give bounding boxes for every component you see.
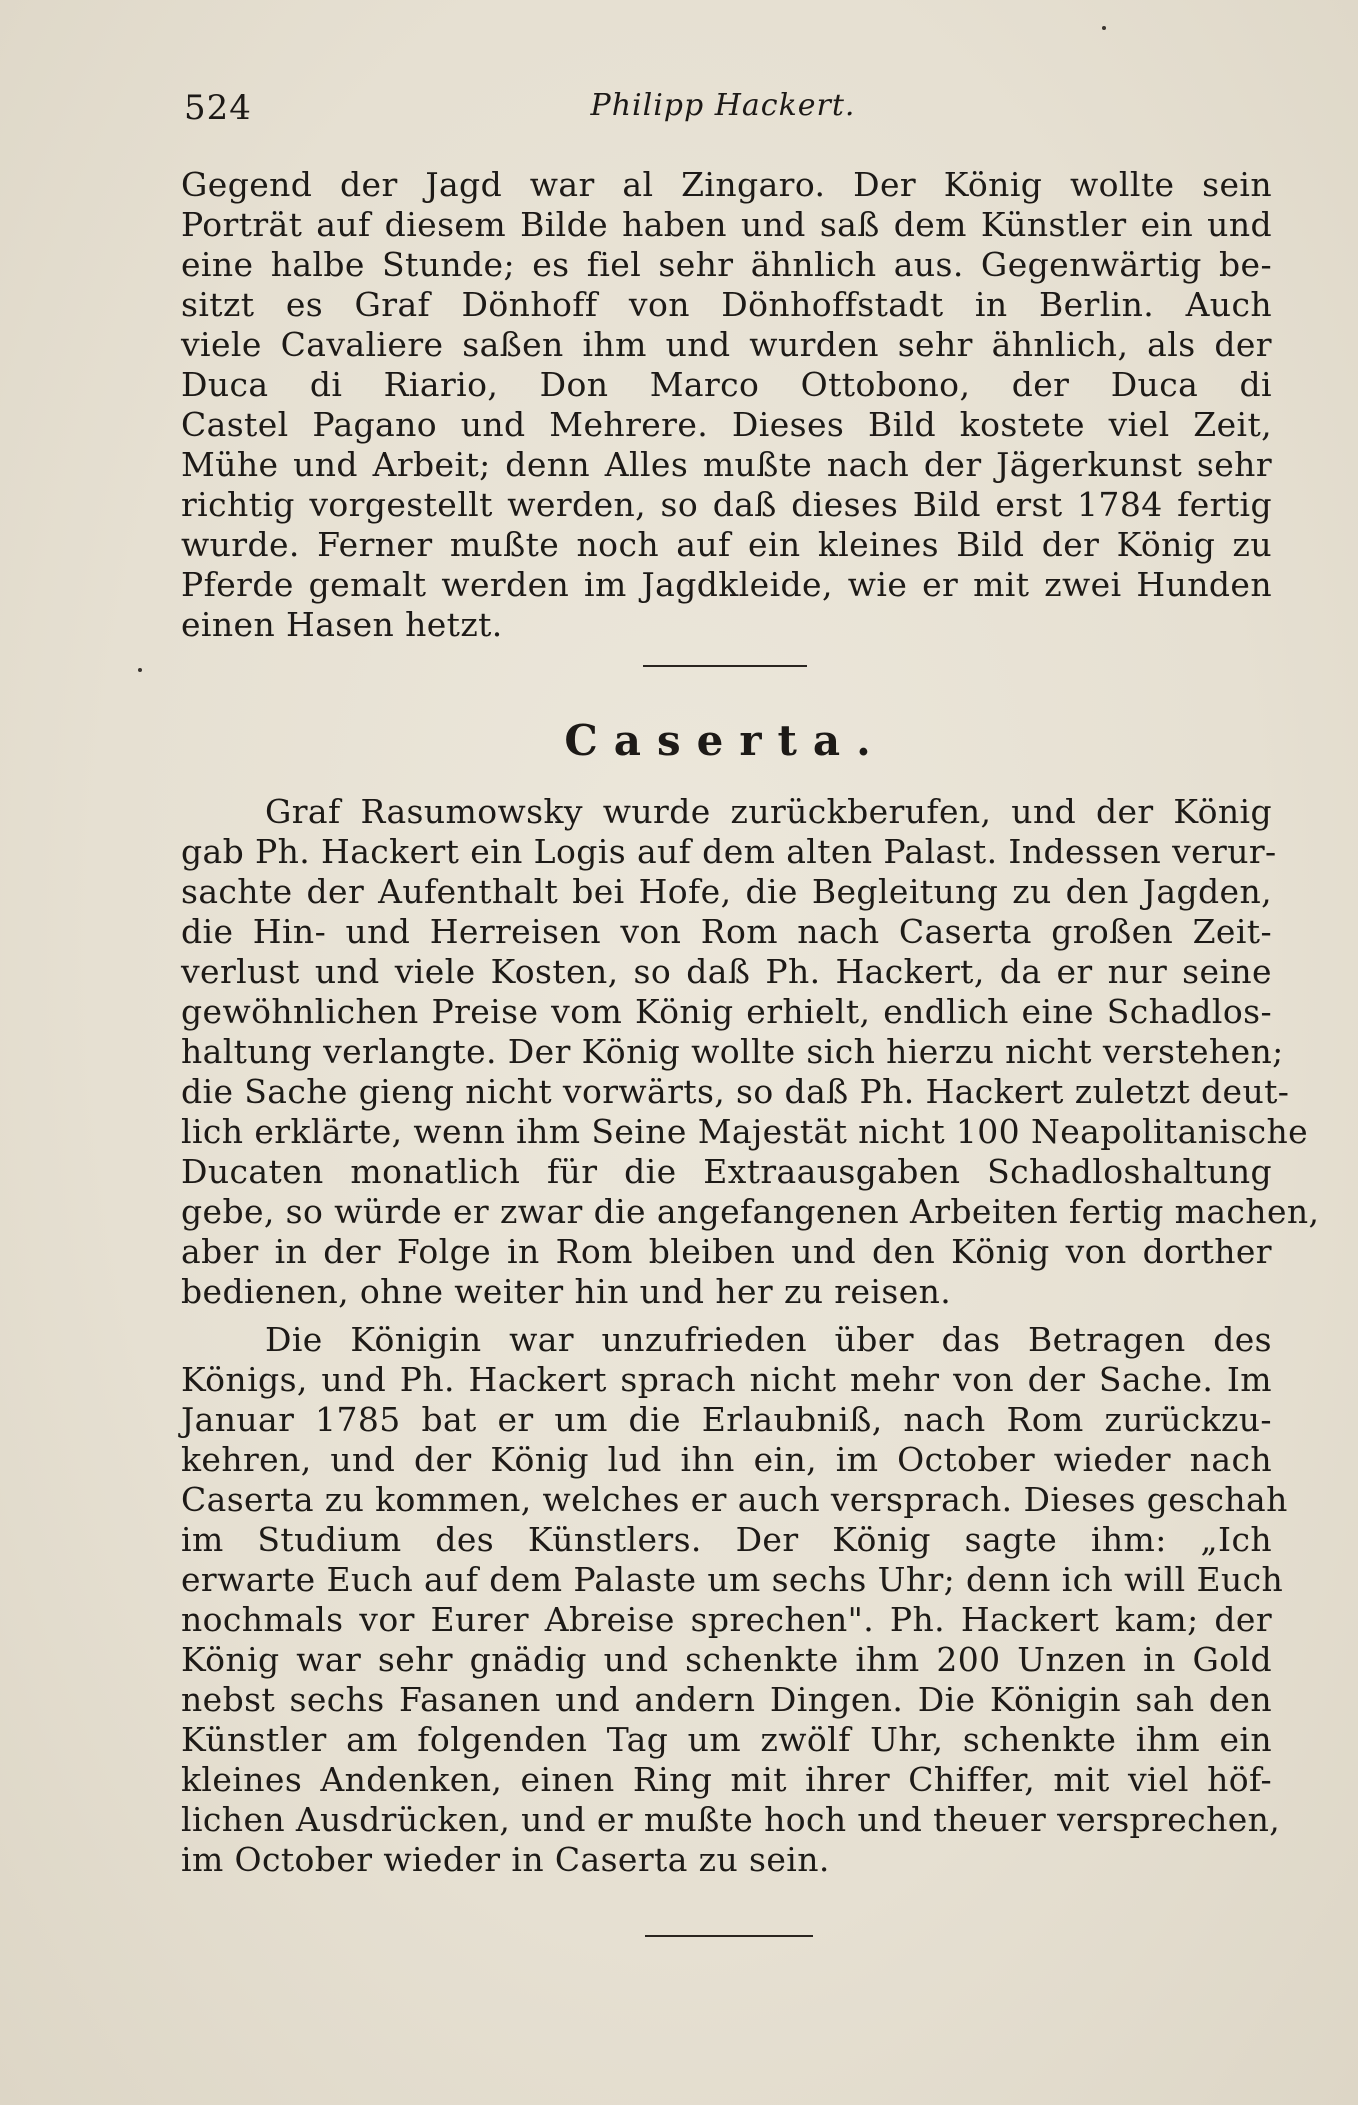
text-line: gab Ph. Hackert ein Logis auf dem alten Palast. Indessen verur- <box>181 832 1277 871</box>
section-title: Caserta. <box>564 716 887 765</box>
end-divider <box>645 1935 813 1937</box>
text-line: Gegend der Jagd war al Zingaro. Der König wollte sein <box>181 165 1272 204</box>
text-line: die Sache gieng nicht vorwärts, so daß Ph. Hackert zuletzt deut- <box>181 1072 1290 1111</box>
text-line: richtig vorgestellt werden, so daß dieses Bild erst 1784 fertig <box>181 485 1272 524</box>
paragraph-3 <box>181 1320 1288 1880</box>
text-line: nochmals vor Eurer Abreise sprechen". Ph. Hackert kam; der <box>181 1600 1272 1639</box>
text-line: kleines Andenken, einen Ring mit ihrer Chiffer, mit viel höf- <box>181 1760 1272 1799</box>
paragraph-2 <box>181 792 1320 1312</box>
text-line: wurde. Ferner mußte noch auf ein kleines Bild der König zu <box>181 525 1272 564</box>
text-line: einen Hasen hetzt. <box>181 605 503 644</box>
paragraph-1 <box>181 165 1272 645</box>
text-line: haltung verlangte. Der König wollte sich hierzu nicht verstehen; <box>181 1032 1284 1071</box>
text-line: König war sehr gnädig und schenkte ihm 200 Unzen in Gold <box>181 1640 1272 1679</box>
text-line: gewöhnlichen Preise vom König erhielt, endlich eine Schadlos- <box>181 992 1272 1031</box>
section-divider <box>643 665 807 667</box>
text-line: lichen Ausdrücken, und er mußte hoch und theuer versprechen, <box>181 1800 1281 1839</box>
text-line: Pferde gemalt werden im Jagdkleide, wie er mit zwei Hunden <box>181 565 1272 604</box>
text-line: viele Cavaliere saßen ihm und wurden sehr ähnlich, als der <box>181 325 1272 364</box>
page-header <box>178 88 1268 138</box>
text-line: aber in der Folge in Rom bleiben und den König von dorther <box>181 1232 1272 1271</box>
paper-speck <box>1102 26 1106 30</box>
text-line: Ducaten monatlich für die Extraausgaben Schadloshaltung <box>181 1152 1272 1191</box>
text-line: Königs, und Ph. Hackert sprach nicht mehr von der Sache. Im <box>181 1360 1272 1399</box>
text-line: lich erklärte, wenn ihm Seine Majestät nicht 100 Neapolitanische <box>181 1112 1309 1151</box>
text-line: die Hin- und Herreisen von Rom nach Caserta großen Zeit- <box>181 912 1272 951</box>
text-line: im October wieder in Caserta zu sein. <box>181 1840 830 1879</box>
text-line: im Studium des Künstlers. Der König sagte ihm: „Ich <box>181 1520 1272 1559</box>
text-line: Caserta zu kommen, welches er auch versprach. Dieses geschah <box>181 1480 1288 1519</box>
text-line: kehren, und der König lud ihn ein, im October wieder nach <box>181 1440 1272 1479</box>
running-head: Philipp Hackert. <box>590 88 856 123</box>
text-line: Mühe und Arbeit; denn Alles mußte nach der Jägerkunst sehr <box>181 445 1272 484</box>
text-line: Die Königin war unzufrieden über das Betragen des <box>265 1320 1272 1359</box>
paper-speck <box>138 668 142 672</box>
text-line: Castel Pagano und Mehrere. Dieses Bild kostete viel Zeit, <box>181 405 1272 444</box>
text-line: gebe, so würde er zwar die angefangenen Arbeiten fertig machen, <box>181 1192 1320 1231</box>
text-line: bedienen, ohne weiter hin und her zu reisen. <box>181 1272 952 1311</box>
text-line: erwarte Euch auf dem Palaste um sechs Uhr; denn ich will Euch <box>181 1560 1284 1599</box>
text-line: Porträt auf diesem Bilde haben und saß dem Künstler ein und <box>181 205 1272 244</box>
text-line: Künstler am folgenden Tag um zwölf Uhr, schenkte ihm ein <box>181 1720 1272 1759</box>
text-line: Januar 1785 bat er um die Erlaubniß, nach Rom zurückzu- <box>181 1400 1272 1439</box>
page-number: 524 <box>184 88 252 128</box>
text-line: nebst sechs Fasanen und andern Dingen. Die Königin sah den <box>181 1680 1272 1719</box>
text-line: Graf Rasumowsky wurde zurückberufen, und der König <box>265 792 1272 831</box>
text-line: sitzt es Graf Dönhoff von Dönhoffstadt in Berlin. Auch <box>181 285 1272 324</box>
text-line: verlust und viele Kosten, so daß Ph. Hackert, da er nur seine <box>181 952 1272 991</box>
text-line: Duca di Riario, Don Marco Ottobono, der Duca di <box>181 365 1272 404</box>
text-line: eine halbe Stunde; es fiel sehr ähnlich aus. Gegenwärtig be- <box>181 245 1272 284</box>
text-line: sachte der Aufenthalt bei Hofe, die Begleitung zu den Jagden, <box>181 872 1272 911</box>
